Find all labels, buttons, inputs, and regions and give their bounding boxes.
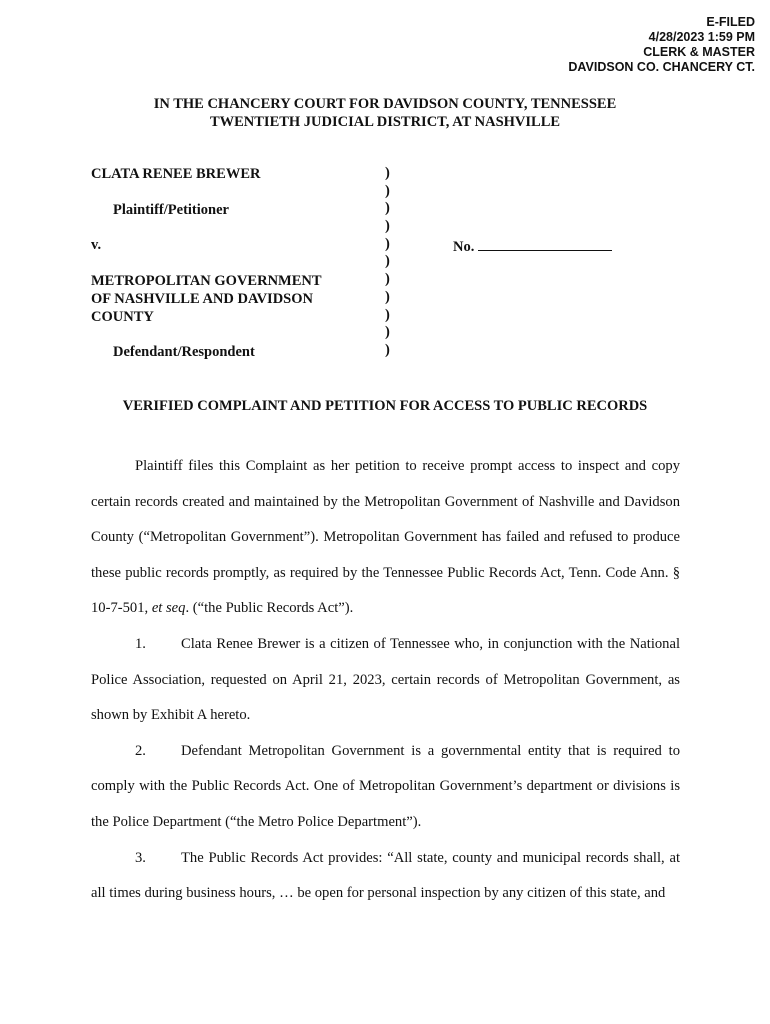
numbered-paragraph: 1. Clata Renee Brewer is a citizen of Tennessee who, in conjunction with the National Police Association, requested on April 21, 2023, certain records of Metropolitan Government, as shown by Exhibit A hereto. <box>91 635 680 724</box>
court-heading-line2: TWENTIETH JUDICIAL DISTRICT, AT NASHVILLE <box>209 114 561 130</box>
stamp-line: DAVIDSON CO. CHANCERY CT. <box>568 60 755 74</box>
stamp-line: 4/28/2023 1:59 PM <box>648 30 755 44</box>
document-title: VERIFIED COMPLAINT AND PETITION FOR ACCESS TO PUBLIC RECORDS <box>122 398 648 414</box>
court-heading-line1: IN THE CHANCERY COURT FOR DAVIDSON COUNTY, TENNESSEE <box>153 96 617 112</box>
paren: ) <box>385 182 390 199</box>
paren: ) <box>385 324 390 341</box>
intro-paragraph: Plaintiff files this Complaint as her petition to receive prompt access to inspect and copy certain records created and maintained by the Metropolitan Government of Nashville and Davidson County (“Metropolitan Government”). Metropolitan Government has failed and refused to produce these public records promptly, as required by the Tennessee Public Records Act, Tenn. Code Ann. § 10-7-501, et seq. (“the Public Records Act”). <box>91 458 680 617</box>
paren: ) <box>385 253 390 270</box>
case-number-blank <box>478 237 612 251</box>
case-number-label: No. <box>453 239 475 255</box>
paren: ) <box>385 165 390 181</box>
complaint-body <box>91 449 680 912</box>
case-number <box>453 237 612 256</box>
case-caption <box>91 165 731 365</box>
versus-label: v. <box>91 237 102 253</box>
defendant-role: Defendant/Respondent <box>113 344 255 360</box>
defendant-line3: COUNTY <box>91 309 154 325</box>
paren: ) <box>385 306 390 323</box>
plaintiff-role: Plaintiff/Petitioner <box>113 202 229 218</box>
defendant-line1: METROPOLITAN GOVERNMENT <box>91 273 322 289</box>
paren: ) <box>385 288 390 305</box>
caption-parentheses <box>385 165 390 360</box>
numbered-paragraph: 3. The Public Records Act provides: “All state, county and municipal records shall, at all times during business hours, … be open for personal inspection by any citizen of this state, and <box>91 849 680 902</box>
stamp-line: CLERK & MASTER <box>643 45 755 59</box>
numbered-paragraph: 2. Defendant Metropolitan Government is a governmental entity that is required to comply with the Public Records Act. One of Metropolitan Government’s department or divisions is the Police Department (“the Metro Police Department”). <box>91 742 680 830</box>
paren: ) <box>385 271 390 288</box>
paren: ) <box>385 218 390 235</box>
paren: ) <box>385 341 390 358</box>
stamp-line: E-FILED <box>706 15 755 29</box>
plaintiff-name: CLATA RENEE BREWER <box>91 166 261 182</box>
court-heading <box>0 95 770 131</box>
defendant-line2: OF NASHVILLE AND DAVIDSON <box>91 291 313 307</box>
efiled-stamp <box>568 15 755 75</box>
paren: ) <box>385 200 390 217</box>
paren: ) <box>385 235 390 252</box>
